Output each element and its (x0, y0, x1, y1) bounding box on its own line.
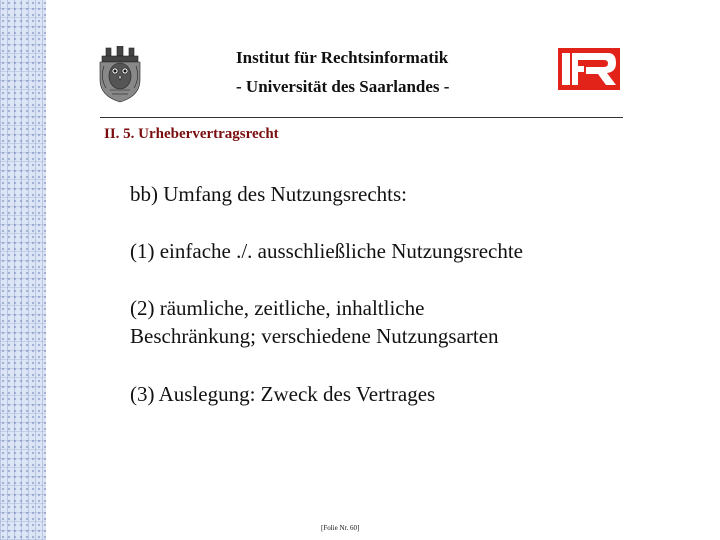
list-item-3: (3) Auslegung: Zweck des Vertrages (130, 382, 436, 406)
list-item-2-line-1: (2) räumliche, zeitliche, inhaltliche (130, 296, 425, 320)
content-heading: bb) Umfang des Nutzungsrechts: (130, 182, 408, 206)
slide-number: [Folie Nr. 60] (321, 524, 360, 532)
institute-name: Institut für Rechtsinformatik (236, 48, 449, 67)
section-title: II. 5. Urhebervertragsrecht (104, 126, 279, 142)
list-item-2 (130, 294, 499, 350)
header-divider (100, 117, 623, 118)
university-name: - Universität des Saarlandes - (236, 77, 450, 96)
list-item-1: (1) einfache ./. ausschließliche Nutzungsrechte (130, 239, 524, 263)
list-item-2-line-2: Beschränkung; verschiedene Nutzungsarten (130, 324, 499, 348)
university-crest-icon (96, 46, 144, 104)
decorative-side-strip (0, 0, 46, 540)
ifr-logo (558, 48, 620, 90)
